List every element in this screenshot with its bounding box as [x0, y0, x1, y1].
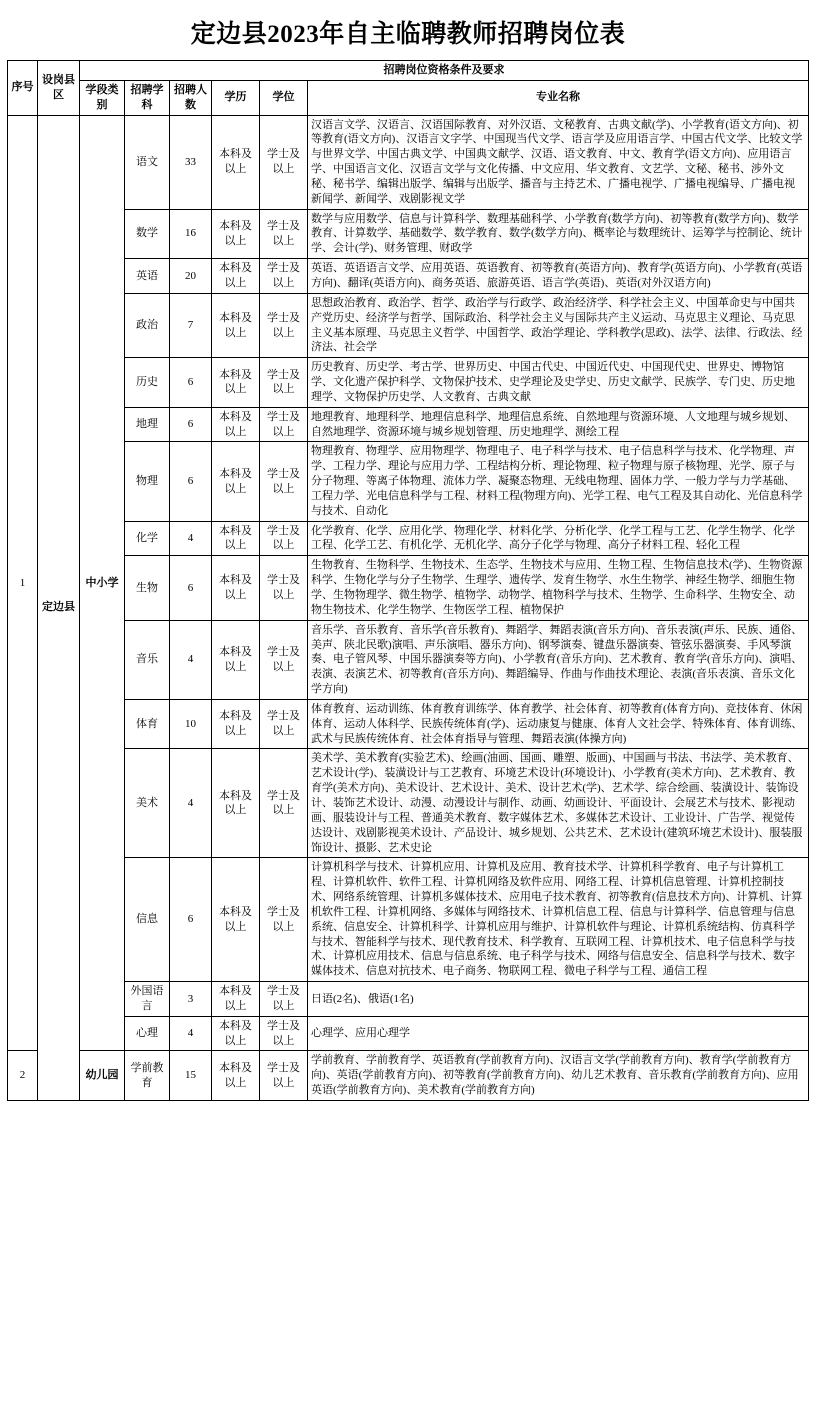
- cell-major: 历史教育、历史学、考古学、世界历史、中国古代史、中国近代史、中国现代史、世界史、博物馆学、文化遗产保护科学、文物保护技术、史学理论及史学史、历史文献学、民族学、专门史、历史地理学、文物保护历史学、人文教育、古典文献: [308, 358, 809, 408]
- table-row: [8, 358, 809, 408]
- cell-degree: 学士及以上: [260, 749, 308, 858]
- cell-major: 生物教育、生物科学、生物技术、生态学、生物技术与应用、生物工程、生物信息技术(学)、生物资源科学、生物化学与分子生物学、生理学、遗传学、发育生物学、水生生物学、神经生物学、细胞生物学、生物物理学、微生物学、植物学、动物学、植物科学与技术、生物学、生命科学、生物安全、动物生物技术、化学生物学、生物医学工程、植物保护: [308, 556, 809, 620]
- cell-major: 汉语言文学、汉语言、汉语国际教育、对外汉语、文秘教育、古典文献(学)、小学教育(语文方向)、初等教育(语文方向)、汉语言文字学、中国现当代文学、语言学及应用语言学、中国古代文学、比较文学与世界文学、中国古典文学、中国典文献学、汉语、语文教育、中文、教育学(语文方向)、应用语言学、中国语言文化、汉语言文学与文化传播、中文应用、华文教育、文艺学、文秘、秘书、涉外文秘、秘书学、编辑出版学、编辑与出版学、播音与主持艺术、广播电视学、广播电视编导、广播电视新闻学、新闻学、戏剧影视文学: [308, 115, 809, 209]
- cell-subject: 英语: [125, 259, 170, 294]
- cell-education: 本科及以上: [212, 521, 260, 556]
- cell-degree: 学士及以上: [260, 521, 308, 556]
- cell-count: 4: [170, 620, 212, 699]
- cell-count: 4: [170, 521, 212, 556]
- cell-subject: 体育: [125, 699, 170, 749]
- table-row: [8, 259, 809, 294]
- cell-education: 本科及以上: [212, 358, 260, 408]
- cell-count: 4: [170, 1016, 212, 1051]
- cell-subject: 信息: [125, 858, 170, 982]
- table-row: [8, 521, 809, 556]
- cell-degree: 学士及以上: [260, 358, 308, 408]
- header-stage: 学段类别: [80, 80, 125, 115]
- table-row: [8, 620, 809, 699]
- cell-seq: 1: [8, 115, 38, 1051]
- cell-degree: 学士及以上: [260, 259, 308, 294]
- cell-subject: 历史: [125, 358, 170, 408]
- cell-education: 本科及以上: [212, 115, 260, 209]
- cell-subject: 数学: [125, 209, 170, 259]
- cell-education: 本科及以上: [212, 620, 260, 699]
- header-major: 专业名称: [308, 80, 809, 115]
- cell-subject: 美术: [125, 749, 170, 858]
- cell-count: 7: [170, 293, 212, 357]
- cell-major: 心理学、应用心理学: [308, 1016, 809, 1051]
- recruitment-positions-table: [7, 60, 809, 1101]
- cell-education: 本科及以上: [212, 556, 260, 620]
- cell-count: 6: [170, 407, 212, 442]
- cell-subject: 语文: [125, 115, 170, 209]
- cell-area: 定边县: [38, 115, 80, 1100]
- cell-subject: 地理: [125, 407, 170, 442]
- cell-degree: 学士及以上: [260, 115, 308, 209]
- cell-degree: 学士及以上: [260, 699, 308, 749]
- cell-degree: 学士及以上: [260, 982, 308, 1017]
- page-title: 定边县2023年自主临聘教师招聘岗位表: [190, 21, 626, 48]
- table-header-row-2: [8, 80, 809, 115]
- cell-education: 本科及以上: [212, 699, 260, 749]
- table-row: [8, 858, 809, 982]
- cell-degree: 学士及以上: [260, 620, 308, 699]
- cell-degree: 学士及以上: [260, 556, 308, 620]
- cell-stage: 幼儿园: [80, 1051, 125, 1101]
- cell-education: 本科及以上: [212, 209, 260, 259]
- header-group-requirements: 招聘岗位资格条件及要求: [80, 61, 809, 81]
- cell-major: 学前教育、学前教育学、英语教育(学前教育方向)、汉语言文学(学前教育方向)、教育学(学前教育方向)、英语(学前教育方向)、初等教育(学前教育方向)、幼儿艺术教育、音乐教育(学前教育方向)、应用英语(学前教育方向)、美术教育(学前教育方向): [308, 1051, 809, 1101]
- cell-education: 本科及以上: [212, 1016, 260, 1051]
- header-seq: 序号: [8, 61, 38, 116]
- header-education: 学历: [212, 80, 260, 115]
- cell-subject: 音乐: [125, 620, 170, 699]
- cell-subject: 政治: [125, 293, 170, 357]
- cell-subject: 物理: [125, 442, 170, 521]
- table-row: [8, 407, 809, 442]
- table-row: [8, 556, 809, 620]
- cell-major: 英语、英语语言文学、应用英语、英语教育、初等教育(英语方向)、教育学(英语方向)、小学教育(英语方向)、翻译(英语方向)、商务英语、旅游英语、语言学(英语)、英语(对外汉语方向): [308, 259, 809, 294]
- cell-major: 思想政治教育、政治学、哲学、政治学与行政学、政治经济学、科学社会主义、中国革命史与中国共产党历史、经济学与哲学、国际政治、科学社会主义与国际共产主义运动、马克思主义理论、马克思主义基本原理、马克思主义哲学、中国哲学、政治学理论、学科教学(思政)、法学、法律、行政法、经济法、社会学: [308, 293, 809, 357]
- cell-education: 本科及以上: [212, 749, 260, 858]
- cell-count: 6: [170, 556, 212, 620]
- cell-count: 3: [170, 982, 212, 1017]
- cell-count: 6: [170, 358, 212, 408]
- cell-education: 本科及以上: [212, 858, 260, 982]
- cell-degree: 学士及以上: [260, 1016, 308, 1051]
- table-header-row-1: [8, 61, 809, 81]
- cell-education: 本科及以上: [212, 407, 260, 442]
- cell-subject: 外国语言: [125, 982, 170, 1017]
- table-row: [8, 1051, 809, 1101]
- table-row: [8, 209, 809, 259]
- cell-major: 音乐学、音乐教育、音乐学(音乐教育)、舞蹈学、舞蹈表演(音乐方向)、音乐表演(声乐、民族、通俗、美声、陕北民歌)演唱、声乐演唱、器乐方向)、钢琴演奏、键盘乐器演奏、管弦乐器演奏、手风琴演奏、电子管风琴、中国乐器演奏等方向)、小学教育(音乐方向)、艺术教育、教育学(音乐方向)、演唱、表演、表演艺术、初等教育(音乐方向)、舞蹈编导、作曲与作曲技术理论、表演(音乐表演、音乐文化学方向): [308, 620, 809, 699]
- table-row: [8, 982, 809, 1017]
- cell-major: 地理教育、地理科学、地理信息科学、地理信息系统、自然地理与资源环境、人文地理与城乡规划、自然地理学、资源环境与城乡规划管理、历史地理学、测绘工程: [308, 407, 809, 442]
- cell-degree: 学士及以上: [260, 293, 308, 357]
- table-row: [8, 293, 809, 357]
- cell-subject: 生物: [125, 556, 170, 620]
- header-count: 招聘人数: [170, 80, 212, 115]
- cell-education: 本科及以上: [212, 982, 260, 1017]
- cell-education: 本科及以上: [212, 293, 260, 357]
- cell-count: 10: [170, 699, 212, 749]
- cell-count: 20: [170, 259, 212, 294]
- header-area: 设岗县区: [38, 61, 80, 116]
- cell-seq: 2: [8, 1051, 38, 1101]
- cell-education: 本科及以上: [212, 442, 260, 521]
- cell-education: 本科及以上: [212, 259, 260, 294]
- cell-education: 本科及以上: [212, 1051, 260, 1101]
- cell-major: 计算机科学与技术、计算机应用、计算机及应用、教育技术学、计算机科学教育、电子与计算机工程、计算机软件、软件工程、计算机网络及软件应用、网络工程、计算机信息管理、计算机控制技术、网络系统管理、计算机多媒体技术、应用电子技术教育、初等教育(信息技术方向)、计算机、计算机软件工程、计算机网络、多媒体与网络技术、计算机信息工程、信息与计算科学、信息管理与信息系统、信息安全、计算机科学、计算机应用与维护、计算机软件与理论、计算机系统结构、仿真科学与技术、智能科学与技术、现代教育技术、科学教育、互联网工程、计算机技术、电子信息科学与技术、计算机应用技术、信息与信息系统、电子科学与技术、网络与信息安全、信息科学与技术、数字媒体技术、信息对抗技术、电子商务、物联网工程、微电子科学与工程、通信工程: [308, 858, 809, 982]
- cell-degree: 学士及以上: [260, 1051, 308, 1101]
- cell-major: 化学教育、化学、应用化学、物理化学、材料化学、分析化学、化学工程与工艺、化学生物学、化学工程、化学工艺、有机化学、无机化学、高分子化学与物理、高分子材料工程、轻化工程: [308, 521, 809, 556]
- cell-count: 4: [170, 749, 212, 858]
- cell-major: 日语(2名)、俄语(1名): [308, 982, 809, 1017]
- cell-count: 6: [170, 442, 212, 521]
- table-row: [8, 699, 809, 749]
- cell-subject: 心理: [125, 1016, 170, 1051]
- table-row: [8, 1016, 809, 1051]
- cell-count: 6: [170, 858, 212, 982]
- table-row: [8, 749, 809, 858]
- cell-degree: 学士及以上: [260, 407, 308, 442]
- cell-degree: 学士及以上: [260, 858, 308, 982]
- cell-count: 15: [170, 1051, 212, 1101]
- cell-stage: 中小学: [80, 115, 125, 1051]
- cell-major: 美术学、美术教育(实验艺术)、绘画(油画、国画、雕塑、版画)、中国画与书法、书法学、美术教育、艺术设计(学)、装潢设计与工艺教育、环境艺术设计(环境设计)、小学教育(美术方向)、艺术教育、教育学(美术方向)、美术设计、艺术设计、美术、设计艺术(学)、艺术学、综合绘画、装潢设计、装饰设计、装饰艺术设计、动漫、动漫设计与制作、动画、幼画设计、平面设计、会展艺术与技术、影视动画、服装设计与工程、普通美术教育、数字媒体艺术、多媒体艺术设计、工业设计、广告学、视觉传达设计、戏剧影视美术设计、产品设计、城乡规划、公共艺术、艺术设计(建筑环境艺术设计)、服装服饰设计、摄影、艺术史论: [308, 749, 809, 858]
- cell-degree: 学士及以上: [260, 209, 308, 259]
- header-degree: 学位: [260, 80, 308, 115]
- table-row: [8, 442, 809, 521]
- table-row: [8, 115, 809, 209]
- cell-major: 体育教育、运动训练、体育教育训练学、体育教学、社会体育、初等教育(体育方向)、竞技体育、休闲体育、运动人体科学、民族传统体育(学)、运动康复与健康、体育人文社会学、特殊体育、体育训练、武术与民族传统体育、社会体育指导与管理、舞蹈表演(体操方向): [308, 699, 809, 749]
- cell-subject: 学前教育: [125, 1051, 170, 1101]
- cell-degree: 学士及以上: [260, 442, 308, 521]
- cell-major: 数学与应用数学、信息与计算科学、数理基础科学、小学教育(数学方向)、初等教育(数学方向)、数学教育、计算数学、基础数学、数学教育、数学(数学方向)、概率论与数理统计、运筹学与控制论、统计学、会计(学)、财务管理、财政学: [308, 209, 809, 259]
- cell-count: 33: [170, 115, 212, 209]
- cell-count: 16: [170, 209, 212, 259]
- header-subject: 招聘学科: [125, 80, 170, 115]
- cell-major: 物理教育、物理学、应用物理学、物理电子、电子科学与技术、电子信息科学与技术、化学物理、声学、工程力学、理论与应用力学、工程结构分析、理论物理、粒子物理与原子核物理、光学、原子与分子物理、等离子体物理、流体力学、凝聚态物理、无线电物理、固体力学、一般力学与力学基础、工程力学、光电信息科学与工程、材料工程(物理方向)、光学工程、电气工程及其自动化、光信息科学与技术、自动化: [308, 442, 809, 521]
- cell-subject: 化学: [125, 521, 170, 556]
